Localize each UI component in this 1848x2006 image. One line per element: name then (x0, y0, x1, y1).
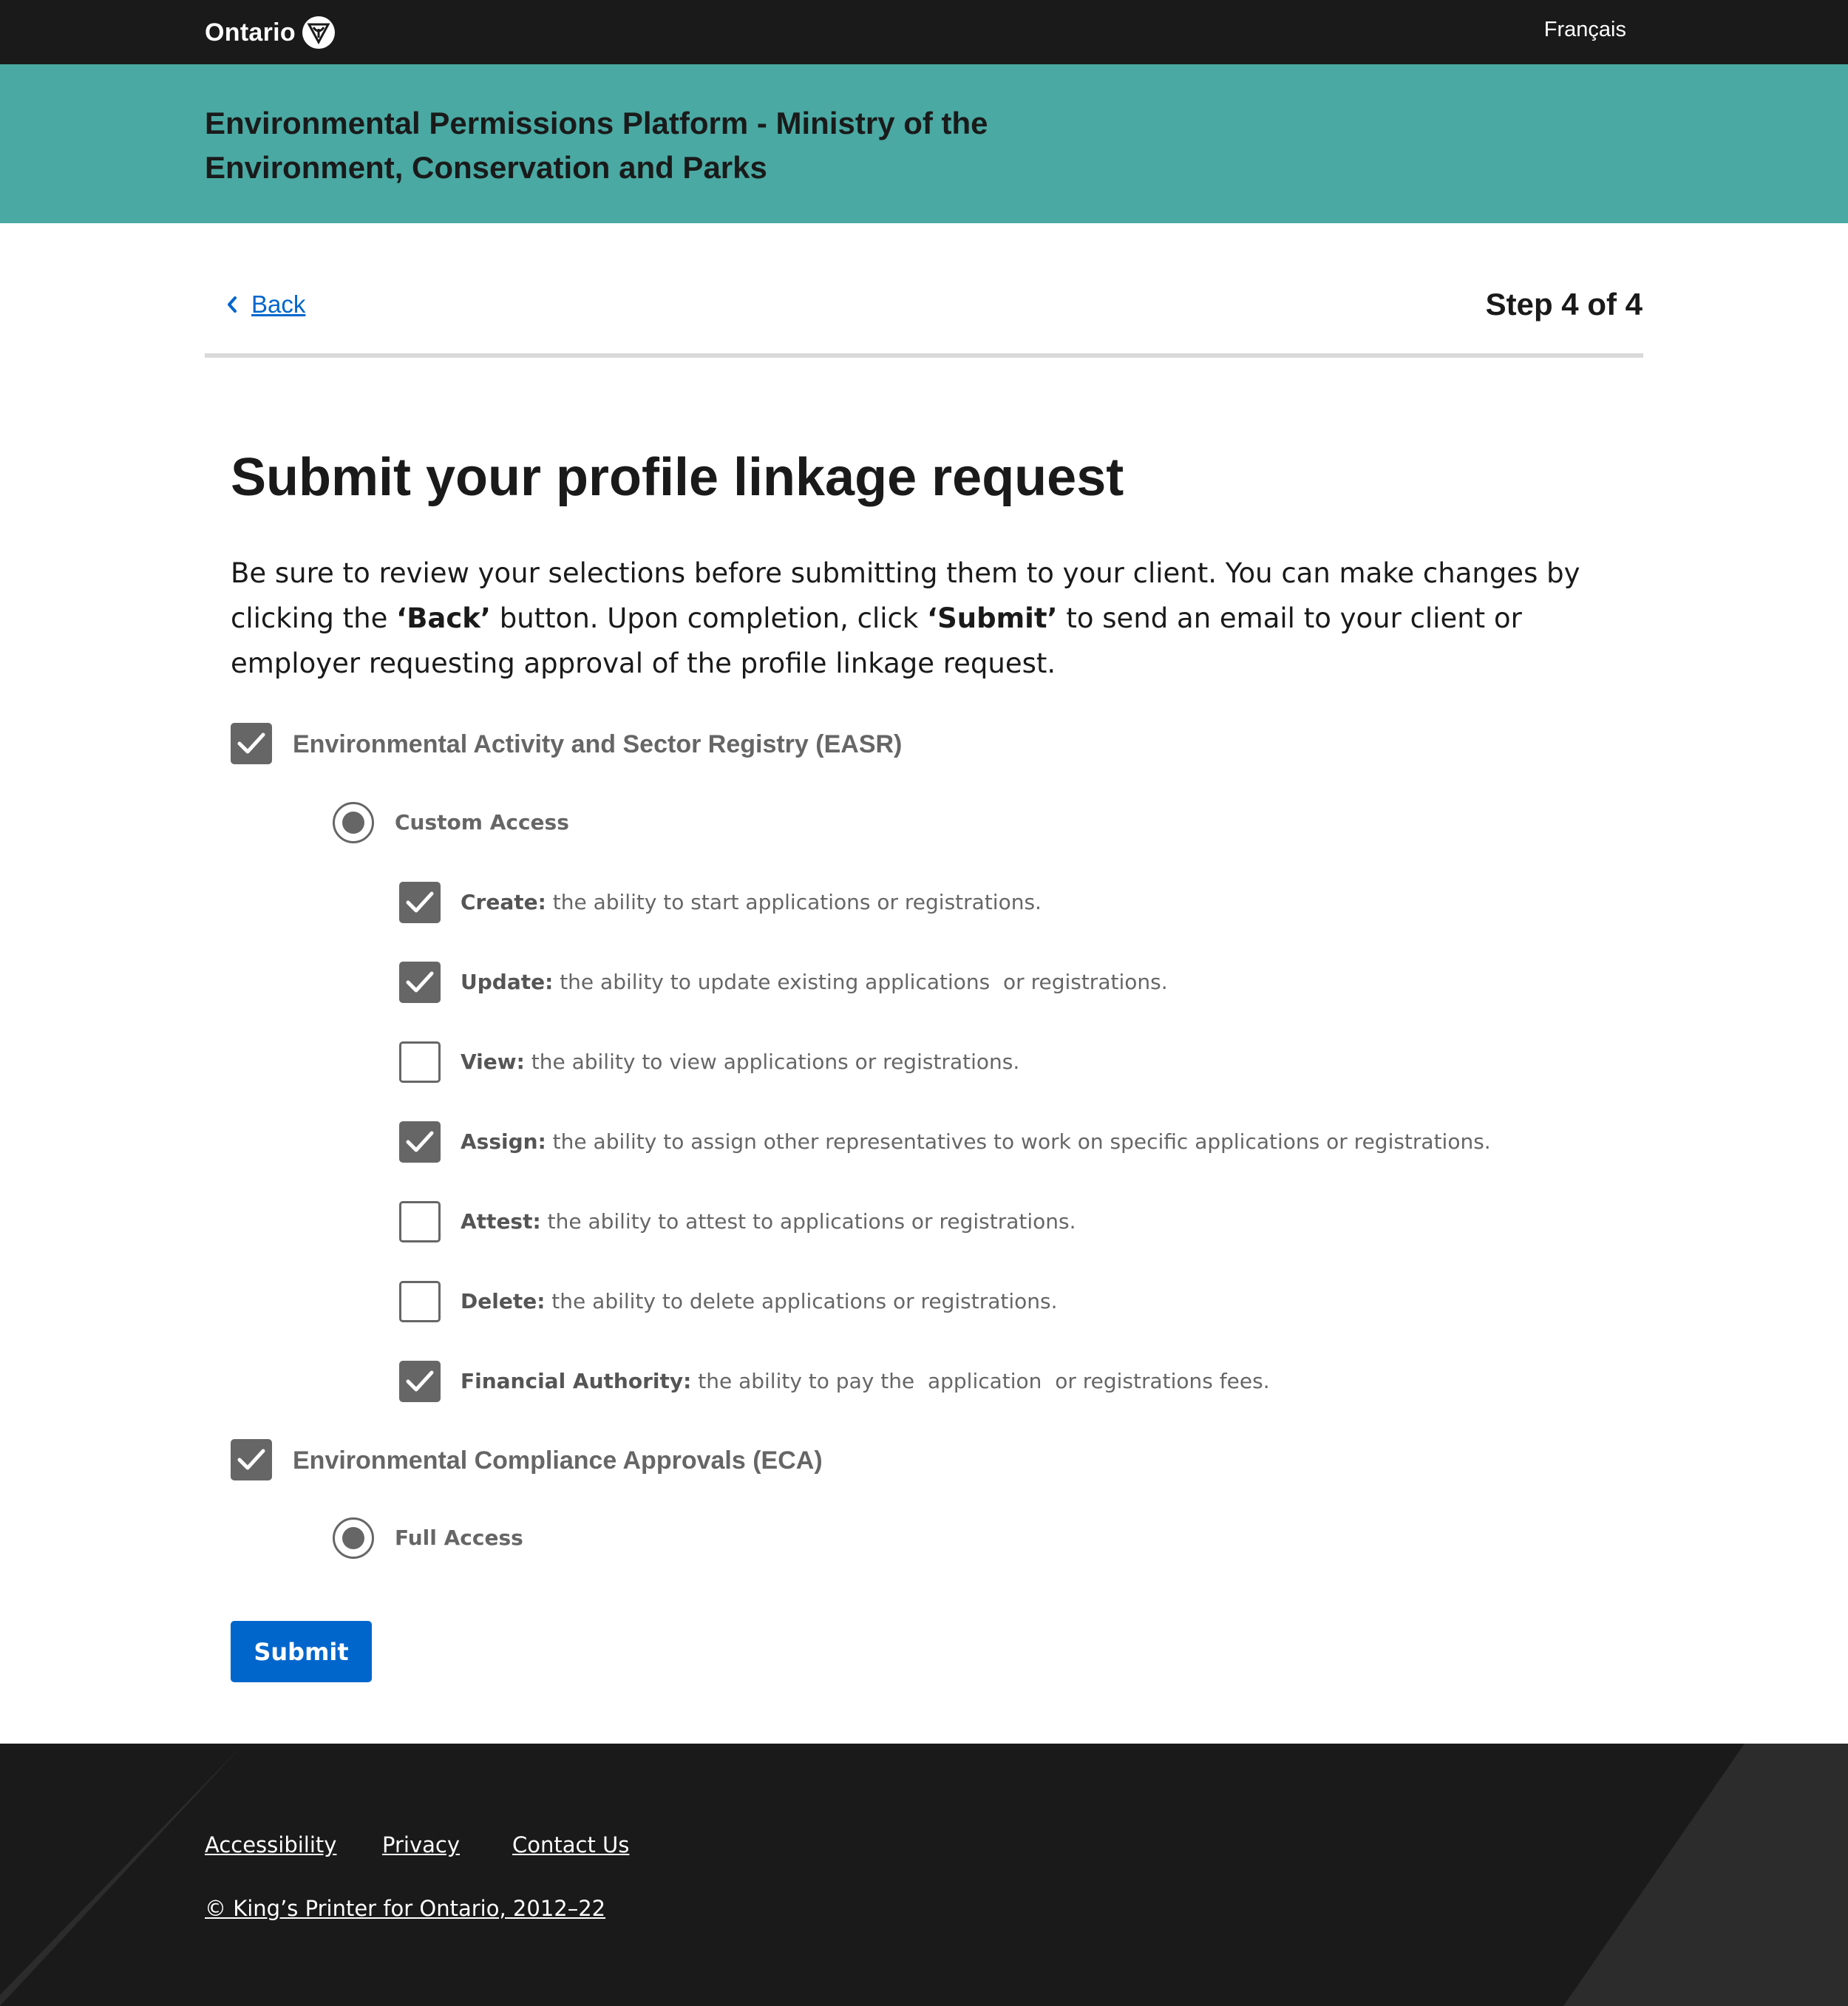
copyright-link[interactable]: © King’s Printer for Ontario, 2012–22 (205, 1896, 606, 1921)
easr-checkbox[interactable] (231, 723, 272, 764)
custom-access-radio[interactable] (333, 802, 374, 843)
footer-link-accessibility[interactable]: Accessibility (205, 1832, 337, 1857)
permission-label (461, 1050, 1019, 1074)
trillium-icon (302, 16, 336, 50)
eca-checkbox[interactable] (231, 1439, 272, 1480)
permission-description: the ability to pay the application or registrations fees. (691, 1369, 1270, 1393)
ontario-logo[interactable] (205, 13, 336, 52)
language-toggle-link[interactable]: Français (1543, 18, 1626, 41)
back-link-label: Back (251, 290, 306, 318)
full-access-radio[interactable] (333, 1517, 374, 1559)
permission-label (461, 1369, 1270, 1393)
permission-label (461, 890, 1042, 914)
top-bar (0, 0, 1848, 64)
site-footer (0, 1744, 1848, 2006)
permission-checkbox[interactable] (399, 1041, 441, 1083)
application-title: Environmental Permissions Platform - Ministry of the Environment, Conservation and Parks (205, 106, 988, 185)
permission-name: View: (461, 1050, 525, 1074)
permission-checkbox[interactable] (399, 1201, 441, 1242)
permission-description: the ability to start applications or registrations. (546, 890, 1042, 914)
permission-label (461, 1289, 1058, 1313)
permission-checkbox[interactable] (399, 1361, 441, 1402)
permission-description: the ability to delete applications or registrations. (545, 1289, 1058, 1313)
permission-name: Update: (461, 970, 554, 994)
permission-description: the ability to update existing applications or registrations. (553, 970, 1168, 994)
full-access-label: Full Access (395, 1526, 523, 1550)
permission-name: Assign: (461, 1129, 546, 1154)
permission-name: Create: (461, 890, 546, 914)
footer-background-shape (0, 1744, 1848, 2006)
permission-description: the ability to assign other representatives to work on specific applications or registrations. (546, 1129, 1491, 1154)
permission-name: Financial Authority: (461, 1369, 692, 1393)
easr-label: Environmental Activity and Sector Registry (EASR) (293, 730, 903, 758)
back-link[interactable] (222, 290, 305, 319)
submit-button[interactable]: Submit (231, 1621, 372, 1682)
permission-description: the ability to view applications or registrations. (524, 1050, 1020, 1074)
permission-name: Delete: (461, 1289, 546, 1313)
custom-access-label: Custom Access (395, 810, 569, 834)
permission-checkbox[interactable] (399, 962, 441, 1003)
page-title: Submit your profile linkage request (231, 448, 1124, 507)
permission-description: the ability to attest to applications or registrations. (540, 1209, 1076, 1234)
logo-text: Ontario (205, 18, 296, 47)
footer-link-contact-us[interactable]: Contact Us (512, 1832, 630, 1857)
permission-label (461, 1129, 1491, 1154)
chevron-left-icon (222, 290, 242, 319)
permission-checkbox[interactable] (399, 1281, 441, 1322)
divider (205, 353, 1643, 358)
permission-label (461, 1209, 1076, 1234)
site-header (0, 64, 1848, 223)
step-indicator: Step 4 of 4 (1485, 287, 1643, 322)
permission-checkbox[interactable] (399, 1121, 441, 1163)
permission-label (461, 970, 1168, 994)
eca-label: Environmental Compliance Approvals (ECA) (293, 1446, 823, 1475)
footer-link-privacy[interactable]: Privacy (382, 1832, 460, 1857)
permission-name: Attest: (461, 1209, 541, 1234)
intro-paragraph: Be sure to review your selections before submitting them to your client. You can make changes by clicking the ‘Back’ button. Upon completion, click ‘Submit’ to send an email to your client or employer requesting approval of the profile linkage request. (231, 557, 1580, 679)
permission-checkbox[interactable] (399, 882, 441, 923)
